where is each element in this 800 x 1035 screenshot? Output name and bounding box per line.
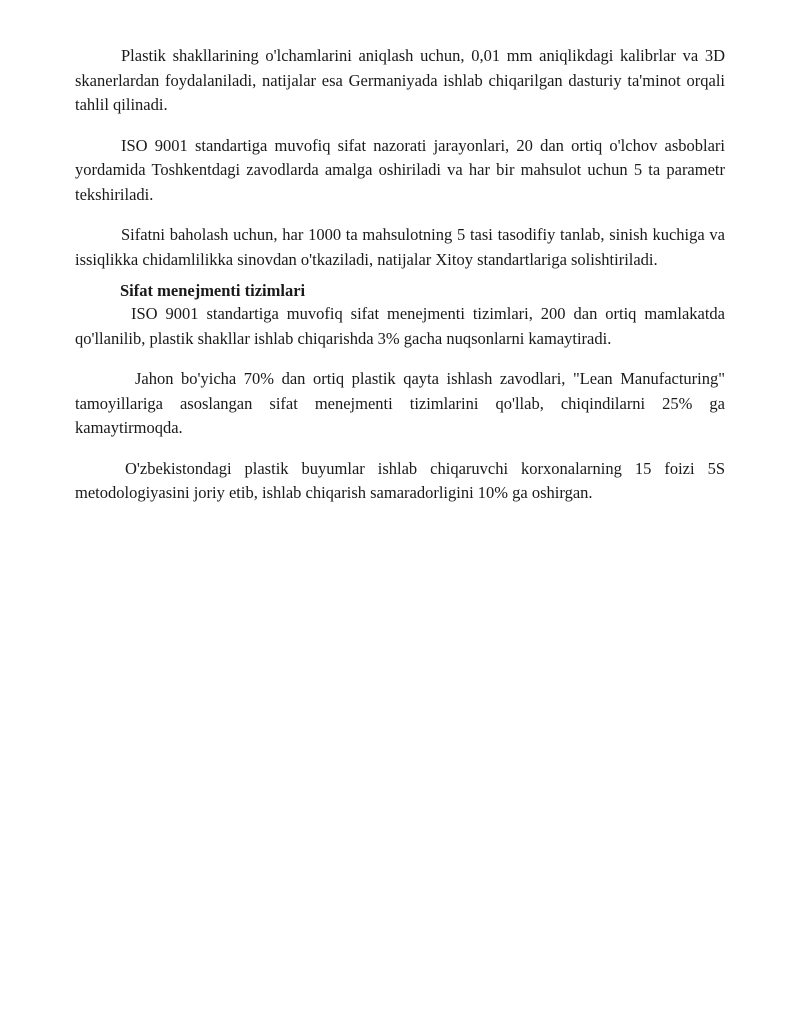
paragraph-measurement-tools: Plastik shakllarining o'lchamlarini aniqlash uchun, 0,01 mm aniqlikdagi kalibrlar va 3D skanerlardan foydalaniladi, natijalar esa Germaniyada ishlab chiqarilgan dasturiy ta'minot orqali tahlil qilinadi. [75,46,725,114]
paragraph-quality-control: ISO 9001 standartiga muvofiq sifat nazorati jarayonlari, 20 dan ortiq o'lchov asboblari yordamida Toshkentdagi zavodlarda amalga oshiriladi va har bir mahsulot uchun 5 ta parametr tekshiriladi. [75,135,725,204]
paragraph-iso-management: ISO 9001 standartiga muvofiq sifat menejmenti tizimlari, 200 dan ortiq mamlakatda qo'llanilib, plastik shakllar ishlab chiqarishda 3% gacha nuqsonlarni kamaytiradi. [75,304,725,348]
document-page [75,44,725,506]
section-heading: Sifat menejmenti tizimlari [120,281,306,300]
paragraph-quality-testing: Sifatni baholash uchun, har 1000 ta mahsulotning 5 tasi tasodifiy tanlab, sinish kuchiga va issiqlikka chidamlilikka sinovdan o'tkaziladi, natijalar Xitoy standartlariga solishtiriladi. [75,225,725,269]
paragraph-lean-manufacturing: Jahon bo'yicha 70% dan ortiq plastik qayta ishlash zavodlari, "Lean Manufacturing" tamoyillariga asoslangan sifat menejmenti tizimlarini qo'llab, chiqindilarni 25% ga kamaytirmoqda. [75,369,725,437]
paragraph-5s-methodology: O'zbekistondagi plastik buyumlar ishlab chiqaruvchi korxonalarning 15 foizi 5S metodologiyasini joriy etib, ishlab chiqarish samaradorligini 10% ga oshirgan. [75,458,725,502]
